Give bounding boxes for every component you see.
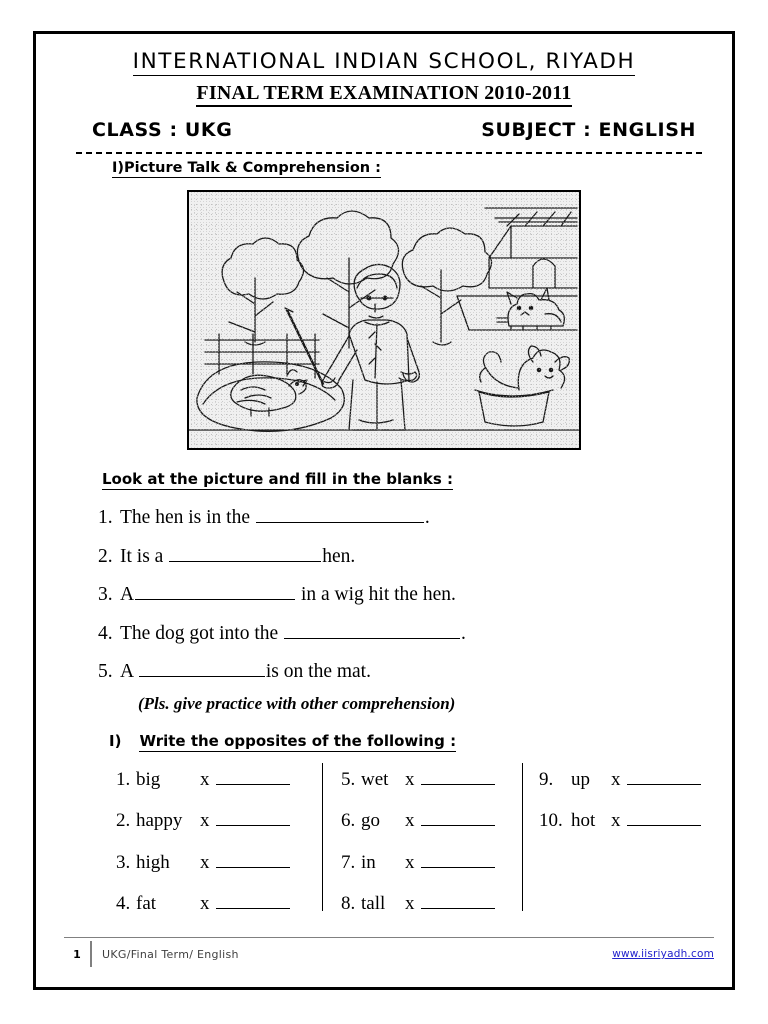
answer-blank[interactable] xyxy=(284,619,460,639)
question-row xyxy=(98,619,704,645)
item-word: tall xyxy=(361,892,386,914)
footer-vertical-rule xyxy=(90,941,92,967)
item-word: big xyxy=(136,769,161,791)
question-number: 4. xyxy=(98,622,113,644)
opposites-row xyxy=(341,849,522,873)
opposites-row xyxy=(116,891,322,915)
fill-blanks-instruction-text: Look at the picture and fill in the blanks : xyxy=(102,469,454,488)
section-two-heading xyxy=(64,732,704,752)
opposite-blank[interactable] xyxy=(216,808,290,826)
opposite-blank[interactable] xyxy=(421,767,495,785)
item-word: wet xyxy=(361,769,389,791)
question-number: 3. xyxy=(98,584,113,606)
opposites-row xyxy=(341,767,522,791)
footer-path-text: UKG/Final Term/ English xyxy=(102,947,239,961)
page-number: 1 xyxy=(73,947,81,961)
item-separator: x xyxy=(611,810,621,832)
question-text-after: hen. xyxy=(322,545,356,567)
subject-label: SUBJECT : ENGLISH xyxy=(481,118,696,141)
section-two-heading-text: Write the opposites of the following : xyxy=(139,732,457,751)
opposites-row xyxy=(116,849,322,873)
answer-blank[interactable] xyxy=(135,581,295,601)
opposite-blank[interactable] xyxy=(627,808,701,826)
question-row xyxy=(98,581,704,607)
item-number: 1. xyxy=(116,769,131,791)
opposite-blank[interactable] xyxy=(216,767,290,785)
item-separator: x xyxy=(200,851,210,873)
question-text-before: A xyxy=(120,661,138,683)
item-separator: x xyxy=(405,769,415,791)
question-text-after: is on the mat. xyxy=(265,661,371,683)
item-separator: x xyxy=(405,851,415,873)
footer-website-link[interactable]: www.iisriyadh.com xyxy=(612,948,714,960)
exam-paper-page xyxy=(33,31,735,990)
question-text-before: The hen is in the xyxy=(120,507,255,529)
item-word: happy xyxy=(136,810,183,832)
item-separator: x xyxy=(611,769,621,791)
opposites-row xyxy=(116,767,322,791)
answer-blank[interactable] xyxy=(139,658,265,678)
item-separator: x xyxy=(200,892,210,914)
item-number: 2. xyxy=(116,810,131,832)
opposite-blank[interactable] xyxy=(421,808,495,826)
question-row xyxy=(98,504,704,530)
school-name-text: INTERNATIONAL INDIAN SCHOOL, RIYADH xyxy=(132,49,636,74)
item-number: 7. xyxy=(341,851,356,873)
opposite-blank[interactable] xyxy=(216,891,290,909)
page-footer xyxy=(64,937,714,967)
opposite-blank[interactable] xyxy=(421,849,495,867)
question-text-before: It is a xyxy=(120,545,169,567)
item-word: in xyxy=(361,851,376,873)
question-number: 2. xyxy=(98,545,113,567)
section-two-number: I) xyxy=(109,732,122,751)
item-number: 8. xyxy=(341,892,356,914)
opposites-column-3 xyxy=(522,763,704,911)
question-number: 1. xyxy=(98,507,113,529)
opposites-row xyxy=(539,767,704,791)
section-one-heading-text: I)Picture Talk & Comprehension : xyxy=(112,159,381,176)
item-word: up xyxy=(571,769,590,791)
practice-note: (Pls. give practice with other comprehension) xyxy=(138,694,456,714)
item-word: hot xyxy=(571,810,596,832)
school-name-heading xyxy=(64,50,704,75)
fill-blanks-instruction xyxy=(64,470,704,488)
item-number: 3. xyxy=(116,851,131,873)
fill-blanks-question-list xyxy=(64,504,704,684)
opposites-row xyxy=(116,808,322,832)
question-text-after: . xyxy=(424,507,430,529)
class-label: CLASS : UKG xyxy=(92,118,233,141)
comprehension-picture xyxy=(187,190,581,450)
item-word: fat xyxy=(136,892,157,914)
section-one-heading xyxy=(64,160,704,176)
question-row xyxy=(98,658,704,684)
opposite-blank[interactable] xyxy=(421,891,495,909)
opposites-row xyxy=(341,808,522,832)
question-text-after: in a wig hit the hen. xyxy=(296,584,456,606)
class-subject-row xyxy=(64,119,704,141)
question-text-before: A xyxy=(120,584,135,606)
item-word: high xyxy=(136,851,170,873)
opposites-row xyxy=(539,808,704,832)
answer-blank[interactable] xyxy=(256,504,424,524)
question-row xyxy=(98,542,704,568)
item-separator: x xyxy=(200,810,210,832)
item-separator: x xyxy=(405,892,415,914)
item-number: 10. xyxy=(539,810,563,832)
question-text-before: The dog got into the xyxy=(120,622,284,644)
exam-title-heading xyxy=(64,82,704,105)
answer-blank[interactable] xyxy=(169,542,321,562)
item-number: 6. xyxy=(341,810,356,832)
opposites-table xyxy=(104,763,704,914)
item-word: go xyxy=(361,810,380,832)
question-number: 5. xyxy=(98,661,113,683)
opposites-column-2 xyxy=(322,763,522,914)
picture-container xyxy=(64,190,704,450)
item-separator: x xyxy=(200,769,210,791)
item-number: 5. xyxy=(341,769,356,791)
item-separator: x xyxy=(405,810,415,832)
item-number: 4. xyxy=(116,892,131,914)
scene-drawing-icon xyxy=(189,192,579,448)
opposites-row xyxy=(341,891,522,915)
opposites-column-1 xyxy=(104,763,322,914)
item-number: 9. xyxy=(539,769,554,791)
opposite-blank[interactable] xyxy=(216,849,290,867)
dashed-separator xyxy=(76,152,702,154)
footer-divider xyxy=(64,937,714,938)
opposite-blank[interactable] xyxy=(627,767,701,785)
question-text-after: . xyxy=(461,622,466,644)
exam-title-text: FINAL TERM EXAMINATION 2010-2011 xyxy=(196,82,571,107)
